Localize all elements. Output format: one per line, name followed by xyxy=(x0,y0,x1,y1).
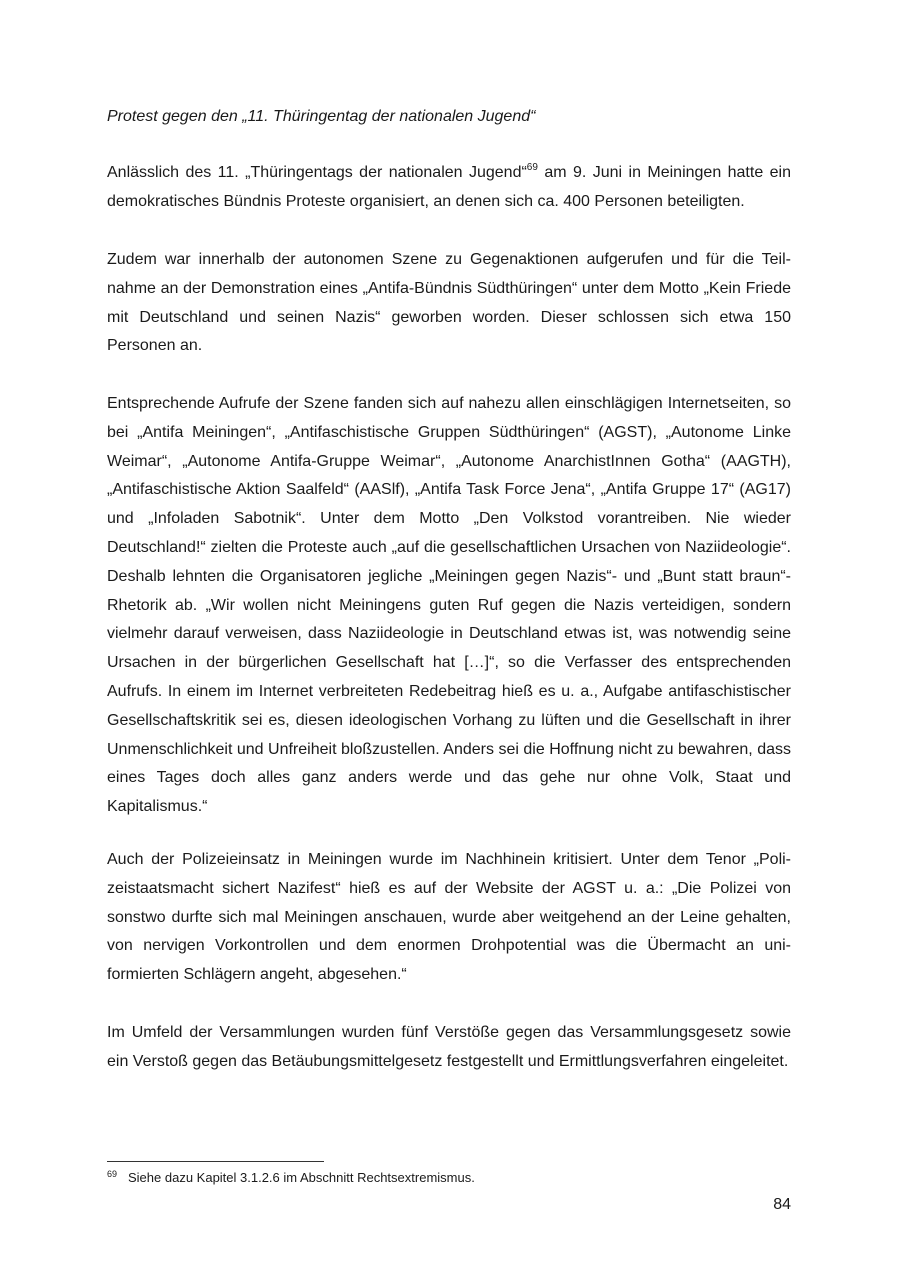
paragraph-5: Im Umfeld der Versammlungen wurden fünf Verstöße gegen das Versammlungsgesetz sowie ein Verstoß gegen das Betäubungsmittelgesetz festgestellt und Ermittlungsverfahren eingeleitet. xyxy=(107,1024,791,1070)
footnote-reference[interactable]: 69 xyxy=(526,162,538,173)
page-number: 84 xyxy=(773,1196,791,1213)
footnote: 69 Siehe dazu Kapitel 3.1.2.6 im Abschnitt Rechtsextremismus. xyxy=(107,1169,475,1185)
paragraph-1-text-start: Anlässlich des 11. „Thüringentags der nationalen Jugend“ xyxy=(107,164,527,181)
footnote-divider xyxy=(107,1161,324,1162)
paragraph-1 xyxy=(107,159,791,217)
paragraph-2: Zudem war innerhalb der autonomen Szene zu Gegenaktionen aufgerufen und für die Teilnahme an der Demonstration eines „Antifa-Bündnis Südthüringen“ unter dem Motto „Kein Friede mit Deutschland und seinen Nazis“ geworben worden. Dieser schlossen sich etwa 150 Personen an. xyxy=(107,251,791,355)
paragraph-3: Entsprechende Aufrufe der Szene fanden sich auf nahezu allen einschlägigen Internetseiten, so bei „Antifa Meiningen“, „Antifaschistische Gruppen Südthüringen“ (AGST), „Autonome Linke Weimar“, „Autonome Antifa-Gruppe Weimar“, „Autonome AnarchistInnen Gotha“ (AAGTH), „Antifaschistische Aktion Saalfeld“ (AASlf), „Antifa Task Force Jena“, „Antifa Gruppe 17“ (AG17) und „Infoladen Sabotnik“. Unter dem Motto „Den Volkstod vorantreiben. Nie wieder Deutschland!“ zielten die Proteste auch „auf die gesellschaftlichen Ursachen von Naziideologie“. Deshalb lehnten die Organisatoren jegliche „Meiningen gegen Nazis“- und „Bunt statt braun“-Rhetorik ab. „Wir wollen nicht Meiningens guten Ruf gegen die Nazis verteidigen, sondern vielmehr darauf verweisen, dass Naziideologie in Deutschland etwas ist, was notwendig seine Ursachen in der bürgerlichen Gesellschaft hat […]“, so die Verfasser des entsprechenden Aufrufs. In einem im Internet verbreiteten Redebeitrag hieß es u. a., Aufgabe antifaschistischer Gesellschaftskritik sei es, diesen ideologischen Vorhang zu lüften und die Gesellschaft in ihrer Unmenschlichkeit und Unfreiheit bloßzustellen. Anders sei die Hoffnung nicht zu bewahren, dass eines Tages doch alles ganz anders werde und das gehe nur ohne Volk, Staat und Kapitalismus.“ xyxy=(107,395,791,816)
paragraph-4: Auch der Polizeieinsatz in Meiningen wurde im Nachhinein kritisiert. Unter dem Tenor „Polizeistaatsmacht sichert Nazifest“ hieß es auf der Website der AGST u. a.: „Die Polizei von sonstwo durfte sich mal Meiningen anschauen, wurde aber weitgehend an der Leine gehalten, von nervigen Vorkontrollen und dem enormen Drohpotential was die Übermacht an uniformierten Schlägern angeht, abgesehen.“ xyxy=(107,851,791,984)
footnote-text: Siehe dazu Kapitel 3.1.2.6 im Abschnitt Rechtsextremismus. xyxy=(128,1170,475,1185)
section-heading: Protest gegen den „11. Thüringentag der nationalen Jugend“ xyxy=(107,108,536,125)
paragraph-1-text-end: am 9. Juni in Meiningen hatte ein demokratisches Bündnis Proteste organisiert, an denen sich ca. 400 Personen beteiligten. xyxy=(107,164,791,210)
